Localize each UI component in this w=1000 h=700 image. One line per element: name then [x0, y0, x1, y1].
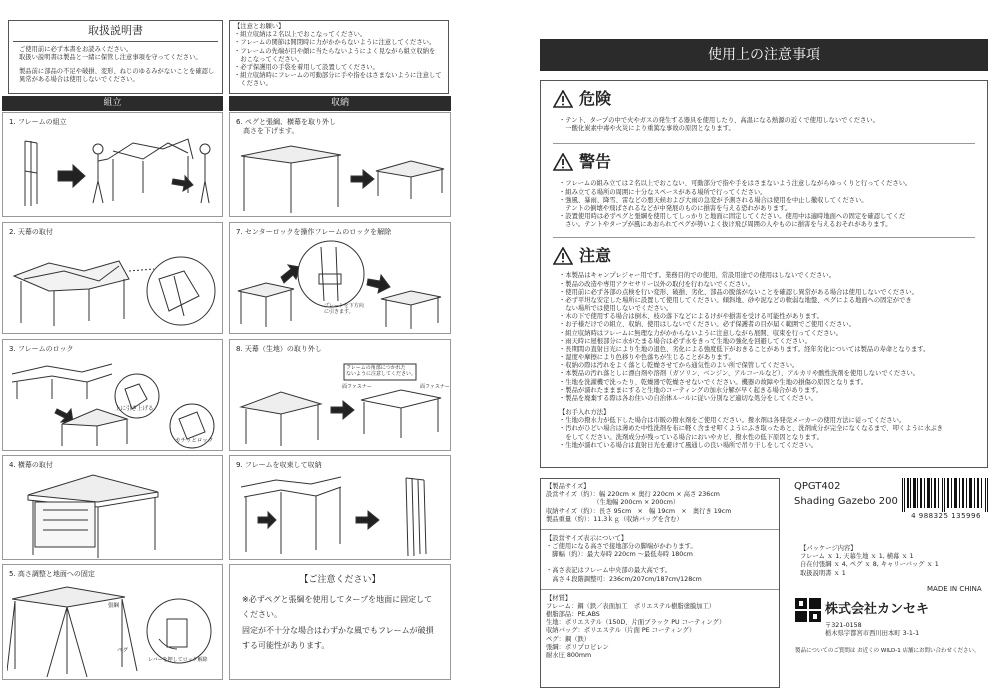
- caution-line: ない場所では使用しないでください。: [559, 305, 673, 313]
- assembly-step-4: [2, 455, 223, 560]
- annotation-click-lock: カチッとロック: [175, 438, 214, 444]
- product-name: Shading Gazebo 200: [794, 496, 898, 507]
- caution-title-safety: 注意: [579, 246, 612, 266]
- danger-line: 一酸化炭素中毒や火災により重篤な事故の原因となります。: [559, 125, 735, 133]
- barcode-graphic: [900, 478, 992, 512]
- annotation-pull-plate: プレートを下方向 に引きます。: [324, 303, 364, 316]
- manual-intro-2: 製品前に部品の不足や破損、変形、ねじのゆるみがないことを確認し 異常がある場合は使用しないでください。: [19, 68, 215, 84]
- caution-text: ※必ずペグと張綱を使用してタープを地面に固定して ください。 固定が不十分な場合はわずかな風でもフレームが破損 する可能性があります。: [242, 595, 434, 650]
- package-line: 取扱説明書 ｘ 1: [800, 569, 846, 577]
- caution-section: [553, 246, 975, 266]
- inquiry-note: 製品についてのご質問は お近くの WILD-1 店舗にお問い合わせください。: [795, 648, 980, 655]
- annotation-corner-care: フレームの角部につかれた ないように注意してください。: [346, 365, 417, 377]
- material-title: 【材質】: [546, 594, 572, 602]
- package-line: フレーム ｘ 1, 天幕生地 ｘ 1, 横幕 ｘ 1: [800, 553, 914, 561]
- warning-line: ・強風、暴雨、降雪、雷などの悪天候および大雨の急変が予測される場合は使用を中止し撤収してください。: [559, 196, 868, 204]
- warning-title: 警告: [579, 152, 612, 172]
- material-line: 張綱：ポリプロピレン: [546, 643, 609, 651]
- material-line: 耐水圧 800mm: [546, 651, 592, 659]
- display-size-title: 【設営サイズ表示について】: [546, 534, 628, 542]
- manual-intro-1: ご使用前に必ず本書をお読みください。 取扱い説明書は製品と一緒に保管し注意事項を守ってください。: [19, 45, 202, 61]
- manual-title-box: [8, 20, 223, 94]
- notes-box: [229, 20, 449, 94]
- note-line: ・組立収納時にフレームの可動部分に手や指をはさまないように注意して: [234, 72, 442, 80]
- caution-line: ・お子様だけでの組立、収納、使用はしないでください。必ず保護者の目が届く範囲でご使用ください。: [559, 321, 855, 329]
- center-lock-release-illustration: [236, 239, 448, 331]
- safety-banner: 使用上の注意事項: [540, 39, 988, 71]
- warning-line: テントの倒壊や飛ばされるなどが中発展のものに損害を与える恐れがあります。: [559, 204, 792, 212]
- care-line: ・汚れがひどい場合は薄めた中性洗剤を布に軽く含ませ叩くようにふき取ったあと、洗剤成分が完全になくなるまで、叩くように水ぶき: [559, 425, 943, 433]
- spec-line: 収納サイズ（約）：長さ 95cm × 幅 19cm × 奥行き 19cm: [546, 507, 732, 515]
- caution-line: ・製品の改造や専用アクセサリー以外の取付を行わないでください。: [559, 280, 755, 288]
- caution-line: ・必ず平坦な安定した場所に設置して使用してください。傾斜地、砂や泥などの軟弱な地盤、ペグによる地面への固定ができ: [559, 296, 912, 304]
- danger-title: 危険: [579, 89, 612, 108]
- storage-step-8: [229, 339, 451, 451]
- warning-line: ・設置使用時は必ずペグと張綱を使用してしっかりと地面に固定してください。使用中は適時地面への固定を確認してくだ: [559, 213, 906, 221]
- warning-line: さい。テントやタープが風にあおられてペグが勢いよく抜け飛び周囲の人やものに損害を与えるおそれがあります。: [559, 221, 892, 229]
- step-label: 7. センターロックを操作フレームのロックを解除: [236, 228, 392, 236]
- step-label: 9. フレームを収束して収納: [236, 461, 322, 469]
- spec-line: ・高さ表記はフレーム中央部の最大高です。: [546, 567, 672, 575]
- company-address-2: 栃木県宇都宮市西川田本町 3-1-1: [825, 630, 920, 638]
- storage-step-7: [229, 222, 451, 334]
- product-code: QPGT402: [794, 481, 841, 492]
- caution-line: ・使用前に必ず各部の点検を行い変形、破損、劣化、部品の脱落がないことを確認し異常がある場合は使用しないでください。: [559, 288, 918, 296]
- assembly-step-1: [2, 112, 223, 217]
- height-and-anchor-illustration: [7, 579, 222, 679]
- safety-box: [540, 80, 988, 468]
- caution-line: ・製品を廃棄する際は各お住いの自治体ルールに従い分別など適切な処分をしてください。: [559, 394, 818, 402]
- notes-title: 【注意とお願い】: [234, 23, 285, 30]
- storage-header: 収納: [229, 96, 451, 111]
- danger-section: [553, 89, 975, 109]
- note-line: おこなってください。: [234, 55, 304, 63]
- warning-triangle-icon: [553, 247, 573, 265]
- step-label: 8. 天幕（生地）の取り外し: [236, 345, 322, 353]
- annotation-pull-up: 上に引き上げる: [115, 406, 154, 412]
- care-line: をしてください。洗剤成分が残っている場合においやカビ、撥水性の低下原因となります。: [559, 433, 823, 441]
- side-wall-illustration: [23, 470, 203, 560]
- annotation-guy-rope: 張綱: [108, 603, 120, 609]
- note-line: ・フレームの先端が目や顔に当たらないようによく見ながら組立収納を: [234, 47, 436, 55]
- fold-frame-illustration: [236, 472, 448, 558]
- caution-line: ・生地を洗濯機で洗ったり、乾燥器で乾燥させないでください。機器の故障や生地の損傷の原因となります。: [559, 378, 868, 386]
- spec-line: 高さ４段階調整可：236cm/207cm/187cm/128cm: [546, 575, 702, 583]
- danger-line: ・テント、タープの中で火やガスの発生する器具を使用したり、高温になる熱源の近くで使用しないでください。: [559, 117, 879, 124]
- product-size-title: 【製品サイズ】: [546, 483, 590, 490]
- company-logo-icon: [795, 598, 821, 622]
- storage-caution: [229, 564, 451, 680]
- annotation-peg: ペグ: [117, 648, 129, 654]
- assembly-step-2: [2, 222, 223, 334]
- manual-title: 取扱説明書: [88, 24, 143, 37]
- material-line: 収納バッグ：ポリエステル（片面 PE コーティング）: [546, 627, 696, 635]
- package-contents: [800, 545, 990, 578]
- note-line: ください。: [234, 80, 272, 88]
- warning-triangle-icon: [553, 153, 573, 171]
- annotation-lever: レバーを押してロック解除: [148, 657, 208, 663]
- caution-line: ・本製品はキャンプレジャー用です。業務目的での使用、常設用途での使用はしないでください。: [559, 272, 836, 280]
- company-name: 株式会社カンセキ: [825, 601, 930, 617]
- caution-line: ・雨天時に屋根部分に水がたまる場合は必ず水をきって生地の強化を回避してください。: [559, 337, 811, 345]
- canopy-removal-illustration: [236, 362, 448, 448]
- caution-line: ・組立収納時はフレームに無理な力がかからないように注意しながら展開、収束を行ってください。: [559, 329, 843, 337]
- assembly-step-3: [2, 339, 223, 451]
- company-address-1: 〒321-0158: [825, 622, 862, 629]
- step-label: 2. 天幕の取付: [9, 228, 53, 236]
- caution-line: ・製品が濡れたまままにすると生地のコーティングの加水分解が早く起きる場合があります。: [559, 386, 823, 394]
- step-label: 4. 横幕の取付: [9, 461, 53, 469]
- assembly-step-5: [2, 564, 223, 680]
- company-block: [795, 598, 995, 655]
- caution-title: 【ご注意ください】: [299, 575, 381, 585]
- note-line: ・フレームの関節は開閉時に力がかからないように注意してください。: [234, 39, 436, 47]
- warning-line: ・組み立てる場所の周囲に十分なスペースがある場所で行ってください。: [559, 188, 767, 196]
- caution-line: ・本製品の汚れ落としに漂白剤や溶剤（ガソリン、ベンジン、アルコールなど）、アルカリや酸性洗剤を使用しないでください。: [559, 370, 920, 378]
- care-line: ・生地の撥水力が低下した場合は市販の撥水剤をご使用ください。撥水剤は各発売メーカーの使用方法に従ってください。: [559, 417, 906, 425]
- canopy-attach-illustration: [9, 241, 219, 331]
- barcode: [900, 478, 992, 522]
- caution-line: ・湿度や摩擦により色移りや色落ちが生じることがあります。: [559, 354, 735, 362]
- storage-step-6: [229, 112, 451, 217]
- warning-triangle-icon: [553, 90, 573, 108]
- assembly-header: 組立: [2, 96, 223, 111]
- specs-box: [540, 478, 780, 688]
- caution-line: ・木の下で使用する場合は倒木、枝の落下などによるけがや損害を受ける可能性があります。: [559, 313, 823, 321]
- package-line: 自在付張綱 ｘ 4, ペグ ｘ 8, キャリーバッグ ｘ 1: [800, 561, 939, 569]
- material-line: ペグ：鋼（鉄）: [546, 635, 591, 643]
- spec-line: 設営サイズ（約）：幅 220cm × 奥行 220cm × 高さ 236cm: [546, 491, 720, 499]
- step-label: 6. ペグと張綱、横幕を取り外し 高さを下げます。: [236, 118, 337, 135]
- caution-line: ・収納の際は汚れをよく落とし乾燥させてから通気性のよい所で保管してください。: [559, 362, 799, 370]
- frame-lock-illustration: [7, 354, 222, 450]
- step-label: 1. フレームの組立: [9, 118, 67, 126]
- note-line: ・組立収納は２名以上でおこなってください。: [234, 31, 367, 39]
- caution-line: ・長期間の直射日光により生地の退色、劣化による強度低下がおきることがあります。経年劣化については製品の寿命となります。: [559, 345, 930, 353]
- lower-height-illustration: [236, 141, 448, 215]
- frame-assembly-illustration: [13, 131, 218, 213]
- spec-line: （生地幅 200cm × 200cm）: [546, 499, 680, 507]
- warning-line: ・フレームの組み立ては２名以上でおこない、可動部分で指や手をはさまないよう注意しながらゆっくりと行ってください。: [559, 180, 912, 188]
- care-line: ・生地が濡れている場合は直射日光を避けて風通しの良い場所で吊り干しをしてください。: [559, 441, 818, 449]
- note-line: ・必ず保護用の手袋を着用して設置してください。: [234, 63, 379, 71]
- step-label: 3. フレームのロック: [9, 345, 74, 353]
- warning-section: [553, 152, 975, 172]
- spec-line: 脚幅（約）：最大寿時 220cm ～最低寿時 180cm: [546, 551, 693, 559]
- made-in: MADE IN CHINA: [927, 585, 982, 593]
- material-line: 生地：ポリエステル（150D、片面ブラック PU コーティング）: [546, 619, 726, 627]
- annotation-velcro-2: 面ファスナー: [420, 384, 450, 390]
- package-title: 【パッケージ内容】: [800, 545, 857, 552]
- storage-step-9: [229, 455, 451, 560]
- material-line: フレーム：鋼（鉄／表面加工 ポリエステル樹脂塗膜加工）: [546, 602, 716, 610]
- spec-line: ・ご使用になる高さで接地部分の脚端がかわります。: [546, 543, 697, 551]
- barcode-number: 4 988325 135996: [911, 512, 981, 520]
- spec-line: 製品重量（約）：11.3ｋｇ（収納バッグを含む）: [546, 515, 683, 523]
- annotation-velcro-1: 面ファスナー: [342, 384, 372, 390]
- step-label: 5. 高さ調整と地面への固定: [9, 570, 95, 578]
- care-title: 【お手入れ方法】: [559, 409, 610, 417]
- material-line: 樹脂部品：PE,ABS: [546, 611, 600, 619]
